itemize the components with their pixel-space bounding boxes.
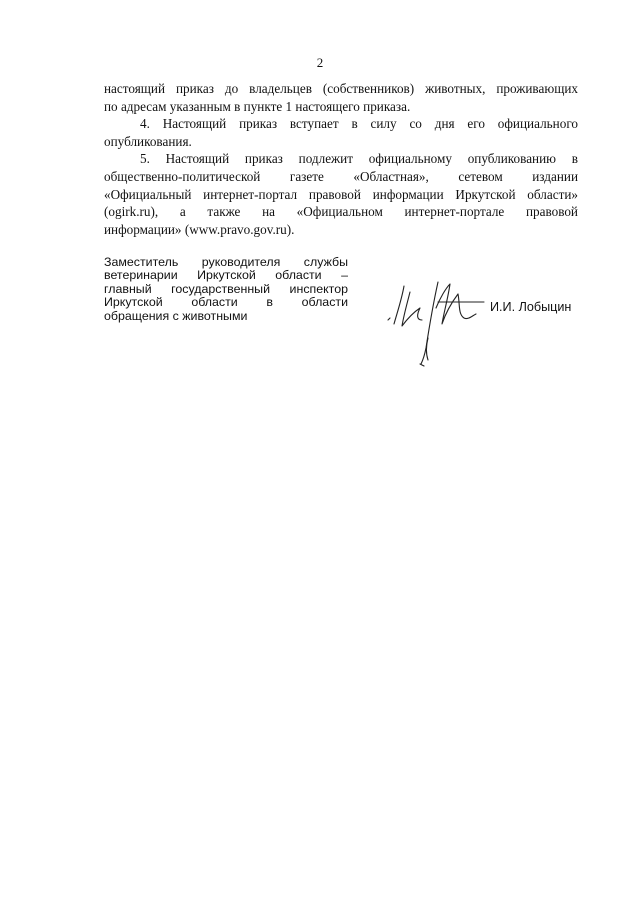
paragraph-line: 5. Настоящий приказ подлежит официальному опубликованию в	[140, 151, 578, 167]
paragraph-line: информации» (www.pravo.gov.ru).	[104, 221, 295, 237]
paragraph-line: (ogirk.ru), а также на «Официальном интернет-портале правовой	[104, 204, 578, 220]
paragraph-1	[104, 80, 578, 115]
signatory-title-line: Иркутской области в области	[104, 295, 348, 310]
signatory-title-line: обращения с животными	[104, 308, 248, 323]
body-text	[104, 80, 578, 238]
signer-name: И.И. Лобыцин	[490, 300, 572, 314]
paragraph-2	[104, 115, 578, 150]
handwritten-signature	[380, 268, 510, 368]
signatory-title-line: главный государственный инспектор	[104, 281, 348, 296]
paragraph-line: по адресам указанным в пункте 1 настоящего приказа.	[104, 98, 411, 114]
paragraph-line: «Официальный интернет-портал правовой информации Иркутской области»	[104, 186, 578, 202]
signatory-title	[104, 256, 348, 323]
signatory-title-line: ветеринарии Иркутской области –	[104, 268, 348, 283]
paragraph-3	[104, 150, 578, 238]
page-number: 2	[316, 55, 324, 70]
paragraph-line: 4. Настоящий приказ вступает в силу со дня его официального	[140, 116, 578, 132]
signatory-title-line: Заместитель руководителя службы	[104, 255, 348, 269]
paragraph-line: настоящий приказ до владельцев (собственников) животных, проживающих	[104, 81, 578, 96]
paragraph-line: опубликования.	[104, 133, 192, 149]
paragraph-line: общественно-политической газете «Областная», сетевом издании	[104, 168, 578, 184]
